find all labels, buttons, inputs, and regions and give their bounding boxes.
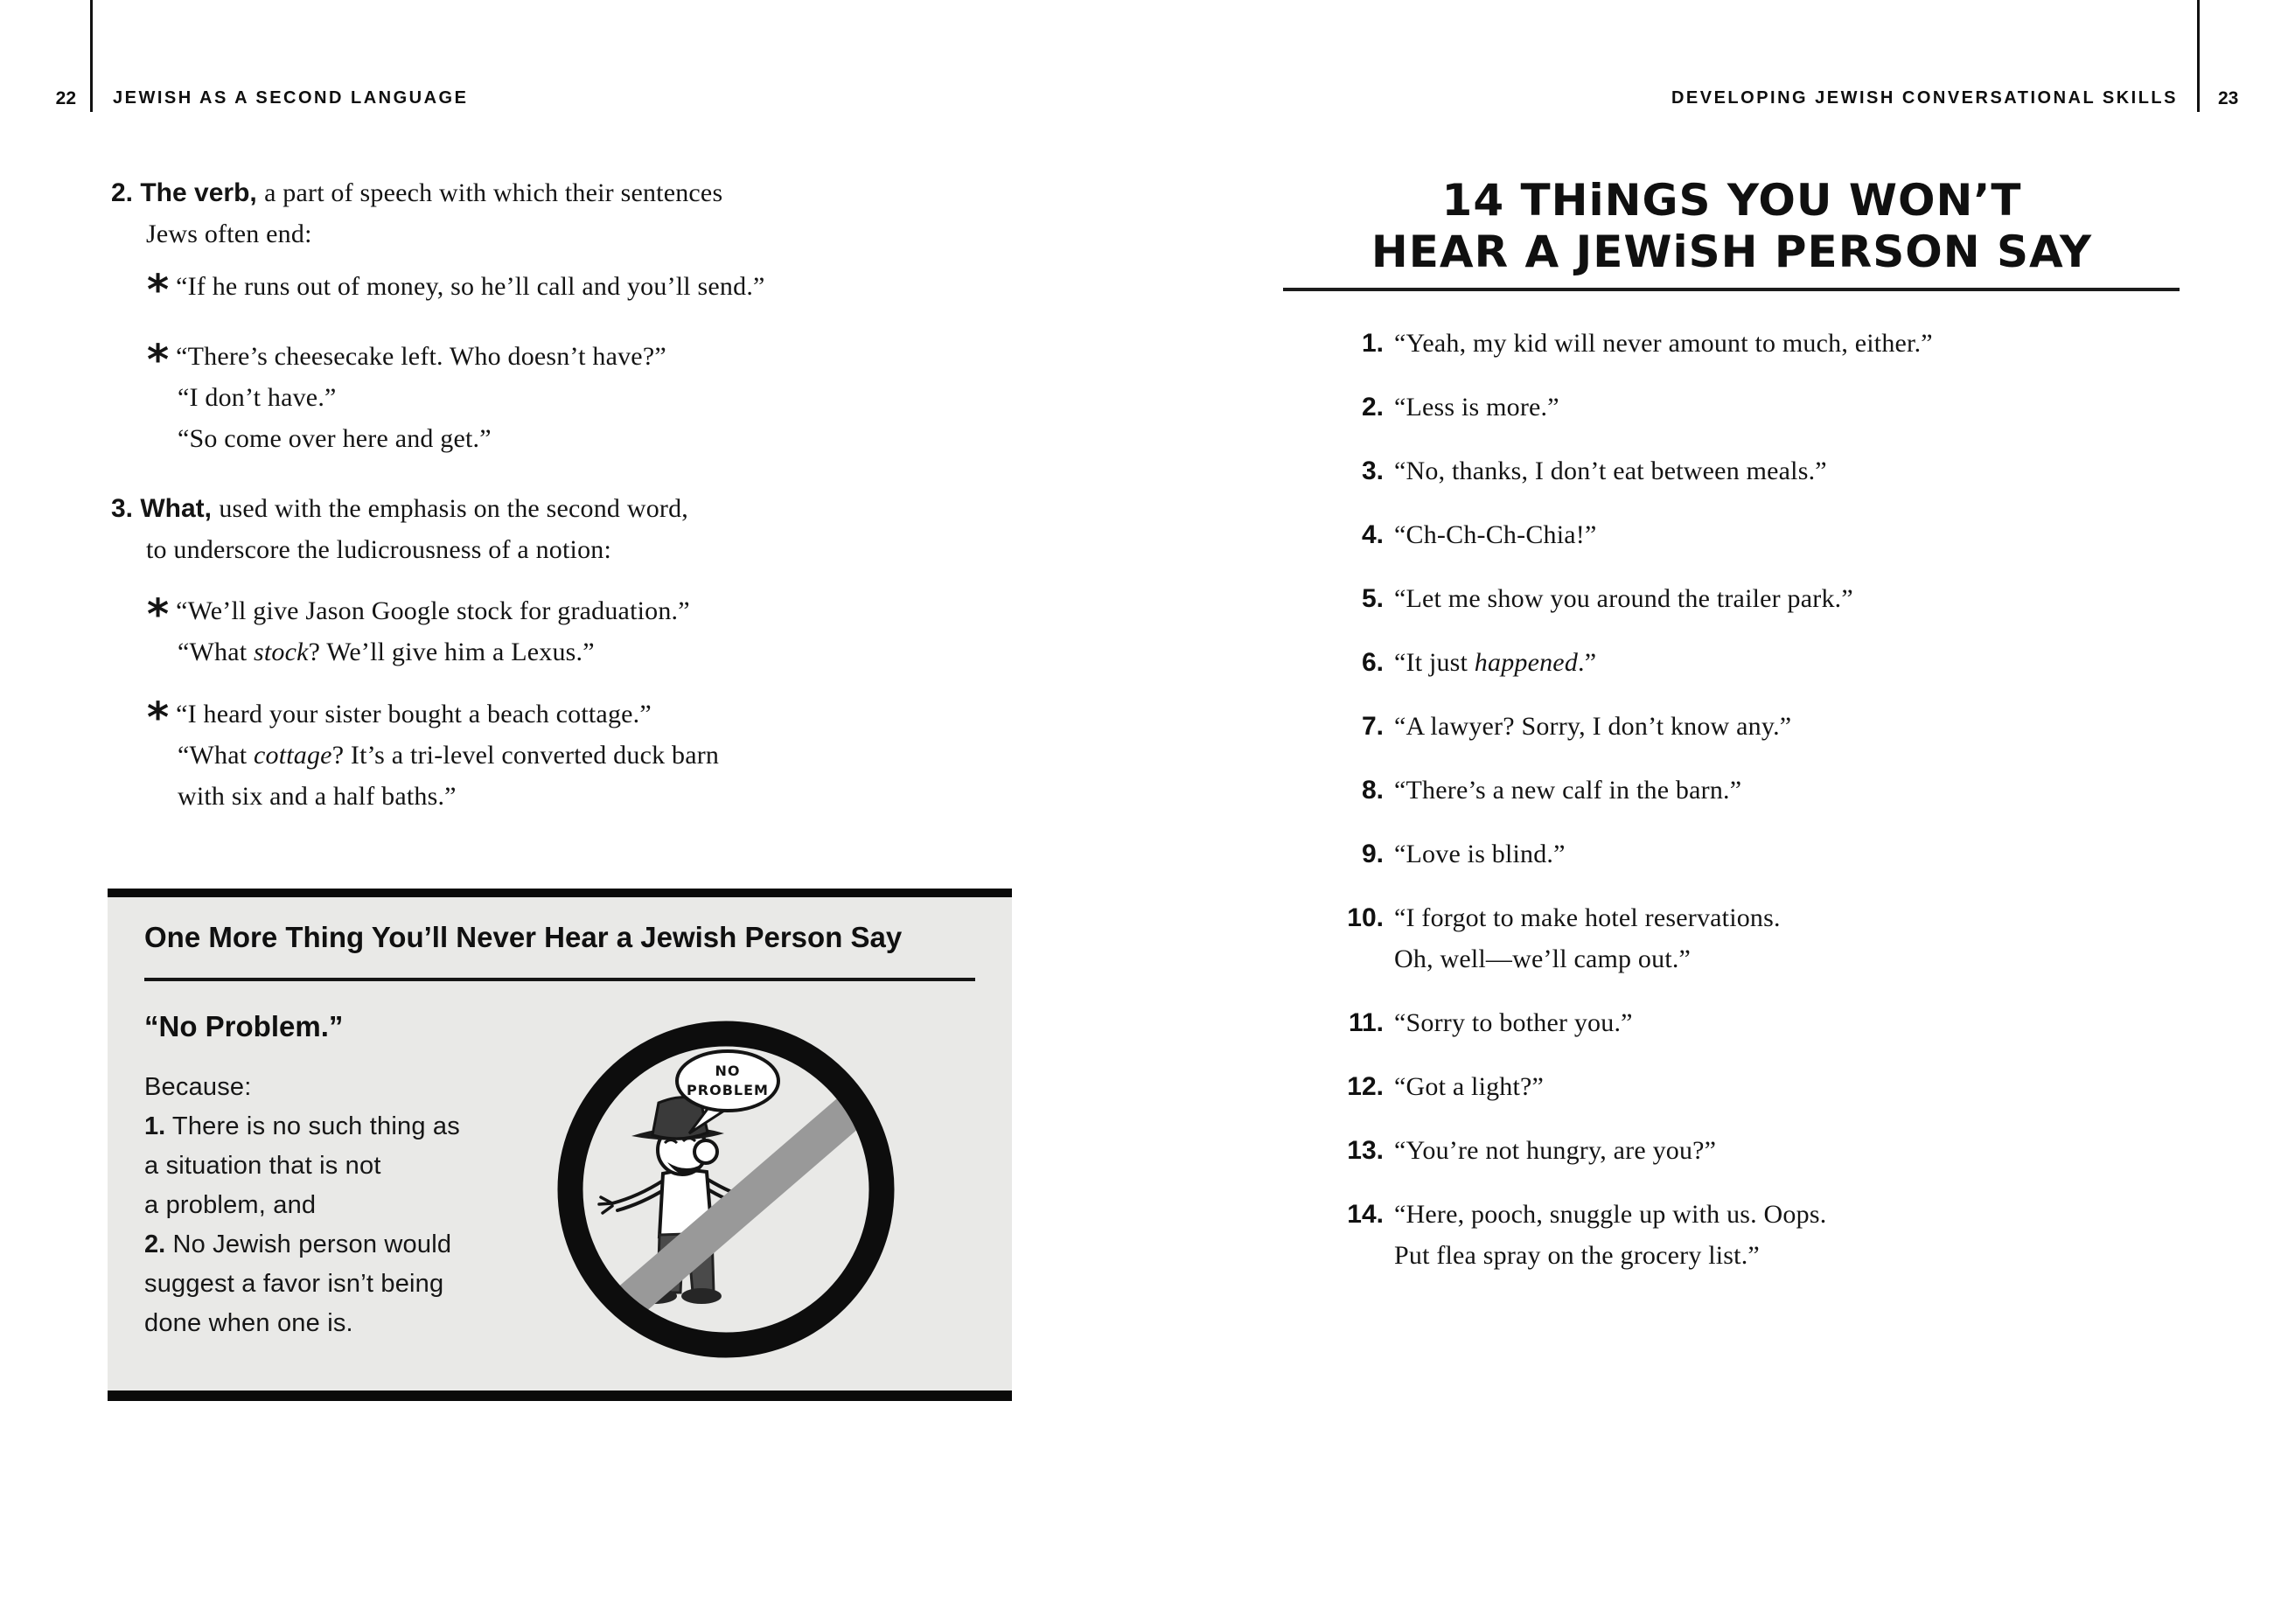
text-line [178, 426, 492, 452]
callout-quote: “No Problem.” [144, 1010, 344, 1042]
callout-heading-rule [144, 978, 975, 981]
text-line [144, 1114, 460, 1140]
text-line [1394, 905, 1781, 931]
list-item-number: 14. [1347, 1200, 1384, 1229]
text-line [111, 180, 722, 206]
text-segment: “A lawyer? Sorry, I don’t know any.” [1394, 712, 1792, 741]
list-item-number: 9. [1361, 840, 1384, 868]
left-header-rule [90, 0, 93, 112]
text-segment: 2. [144, 1230, 166, 1258]
text-segment: “There’s cheesecake left. Who doesn’t have?” [176, 342, 666, 371]
text-line [147, 266, 765, 315]
text-segment: to underscore the ludicrousness of a notion: [146, 535, 612, 564]
left-running-head: JEWISH AS A SECOND LANGUAGE [113, 88, 469, 108]
box-bottom-bar [108, 1391, 1012, 1401]
text-segment: “Let me show you around the trailer park.” [1394, 584, 1853, 613]
text-line [1394, 1202, 1826, 1228]
text-line [1394, 458, 1827, 484]
list-item-number: 1. [1361, 329, 1384, 358]
chapter-title-line1: 14 THiNGS YOU WON’T [1441, 175, 2022, 226]
text-line [1394, 946, 1691, 972]
text-line [1394, 1138, 1716, 1164]
text-segment: Jews often end: [146, 220, 312, 248]
text-segment: “I don’t have.” [178, 383, 337, 412]
asterisk-bullet: * [147, 336, 170, 385]
text-line [1394, 1243, 1760, 1269]
text-segment: “There’s a new calf in the barn.” [1394, 776, 1742, 805]
text-segment: stock [253, 638, 309, 666]
list-item-number: 2. [1361, 393, 1384, 422]
text-line [147, 590, 690, 639]
text-line [144, 1232, 451, 1258]
text-segment: with six and a half baths.” [178, 782, 457, 811]
list-item-number: 11. [1348, 1008, 1384, 1037]
chapter-title-line2: HEAR A JEWiSH PERSON SAY [1371, 227, 2093, 277]
text-line [144, 1272, 443, 1297]
text-segment: 1. [144, 1112, 166, 1140]
left-page-number: 22 [55, 88, 76, 108]
text-segment: “Ch-Ch-Ch-Chia!” [1394, 520, 1597, 549]
text-segment: Oh, well—we’ll camp out.” [1394, 944, 1692, 973]
text-line [1394, 714, 1791, 740]
list-item-number: 5. [1361, 584, 1384, 613]
bubble-text-line2: PROBLEM [687, 1082, 769, 1098]
text-segment: Because: [144, 1073, 252, 1101]
text-segment: ? It’s a tri-level converted duck barn [331, 741, 720, 770]
list-item-number: 6. [1361, 648, 1384, 677]
title-rule [1283, 288, 2180, 291]
list-item-number: 7. [1361, 712, 1384, 741]
text-segment: “If he runs out of money, so he’ll call and you’ll send.” [176, 272, 765, 301]
text-line [144, 1075, 252, 1100]
asterisk-bullet: * [147, 590, 170, 639]
text-segment: “What [178, 638, 254, 666]
text-line [144, 1154, 381, 1179]
text-line [1394, 841, 1566, 868]
text-segment: a situation that is not [144, 1152, 381, 1180]
text-segment: happened [1474, 648, 1579, 677]
text-line [178, 742, 719, 769]
text-segment: No Jewish person would [165, 1230, 452, 1258]
text-line [178, 784, 457, 810]
text-segment: Put flea spray on the grocery list.” [1394, 1241, 1760, 1270]
list-item-number: 12. [1347, 1072, 1384, 1101]
text-segment: “It just [1394, 648, 1475, 677]
right-page-number: 23 [2218, 88, 2239, 108]
text-segment: “We’ll give Jason Google stock for graduation.” [176, 596, 690, 625]
text-segment: “Got a light?” [1394, 1072, 1545, 1101]
text-segment: “I heard your sister bought a beach cottage.” [176, 700, 652, 728]
text-line [178, 385, 337, 411]
text-line [146, 221, 312, 247]
text-segment: “No, thanks, I don’t eat between meals.” [1394, 457, 1827, 485]
text-segment: used with the emphasis on the second word, [219, 494, 688, 523]
text-line [111, 496, 688, 522]
text-line [1394, 522, 1596, 548]
text-segment: done when one is. [144, 1309, 353, 1337]
text-line [144, 1311, 353, 1336]
text-segment: “Yeah, my kid will never amount to much, either.” [1394, 329, 1933, 358]
text-line [1394, 586, 1853, 612]
right-running-head: DEVELOPING JEWISH CONVERSATIONAL SKILLS [1671, 88, 2178, 108]
text-line [1394, 777, 1741, 804]
right-header-rule [2197, 0, 2200, 112]
text-segment: “Here, pooch, snuggle up with us. Oops. [1394, 1200, 1827, 1229]
text-segment: a part of speech with which their sentences [264, 178, 723, 207]
asterisk-bullet: * [147, 266, 170, 315]
asterisk-bullet: * [147, 694, 170, 742]
text-line [1394, 650, 1596, 676]
text-line [147, 694, 652, 742]
list-item-number: 3. [1361, 457, 1384, 485]
text-segment: There is no such thing as [165, 1112, 460, 1140]
text-segment: “What [178, 741, 254, 770]
text-segment: “Love is blind.” [1394, 840, 1566, 868]
text-line [147, 336, 666, 385]
text-segment: ? We’ll give him a Lexus.” [308, 638, 595, 666]
text-line [1394, 1074, 1544, 1100]
text-segment: “So come over here and get.” [178, 424, 492, 453]
list-item-number: 8. [1361, 776, 1384, 805]
text-line [1394, 394, 1559, 421]
no-problem-cartoon [551, 1014, 901, 1364]
text-segment: “Sorry to bother you.” [1394, 1008, 1633, 1037]
text-segment: cottage [253, 741, 332, 770]
text-segment: 3. What, [111, 494, 220, 523]
text-line [144, 1193, 316, 1218]
text-segment: suggest a favor isn’t being [144, 1270, 444, 1298]
text-segment: “You’re not hungry, are you?” [1394, 1136, 1717, 1165]
bubble-text-line1: NO [715, 1063, 741, 1079]
text-line [1394, 1010, 1633, 1036]
text-line [146, 537, 611, 563]
text-segment: “Less is more.” [1394, 393, 1559, 422]
list-item-number: 4. [1361, 520, 1384, 549]
text-line [1394, 331, 1933, 357]
callout-heading: One More Thing You’ll Never Hear a Jewish Person Say [144, 921, 903, 953]
text-segment: “I forgot to make hotel reservations. [1394, 903, 1781, 932]
box-top-bar [108, 889, 1012, 897]
list-item-number: 10. [1347, 903, 1384, 932]
text-segment: a problem, and [144, 1191, 317, 1219]
text-segment: 2. The verb, [111, 178, 265, 207]
text-line [178, 639, 595, 666]
text-segment: .” [1578, 648, 1597, 677]
list-item-number: 13. [1347, 1136, 1384, 1165]
